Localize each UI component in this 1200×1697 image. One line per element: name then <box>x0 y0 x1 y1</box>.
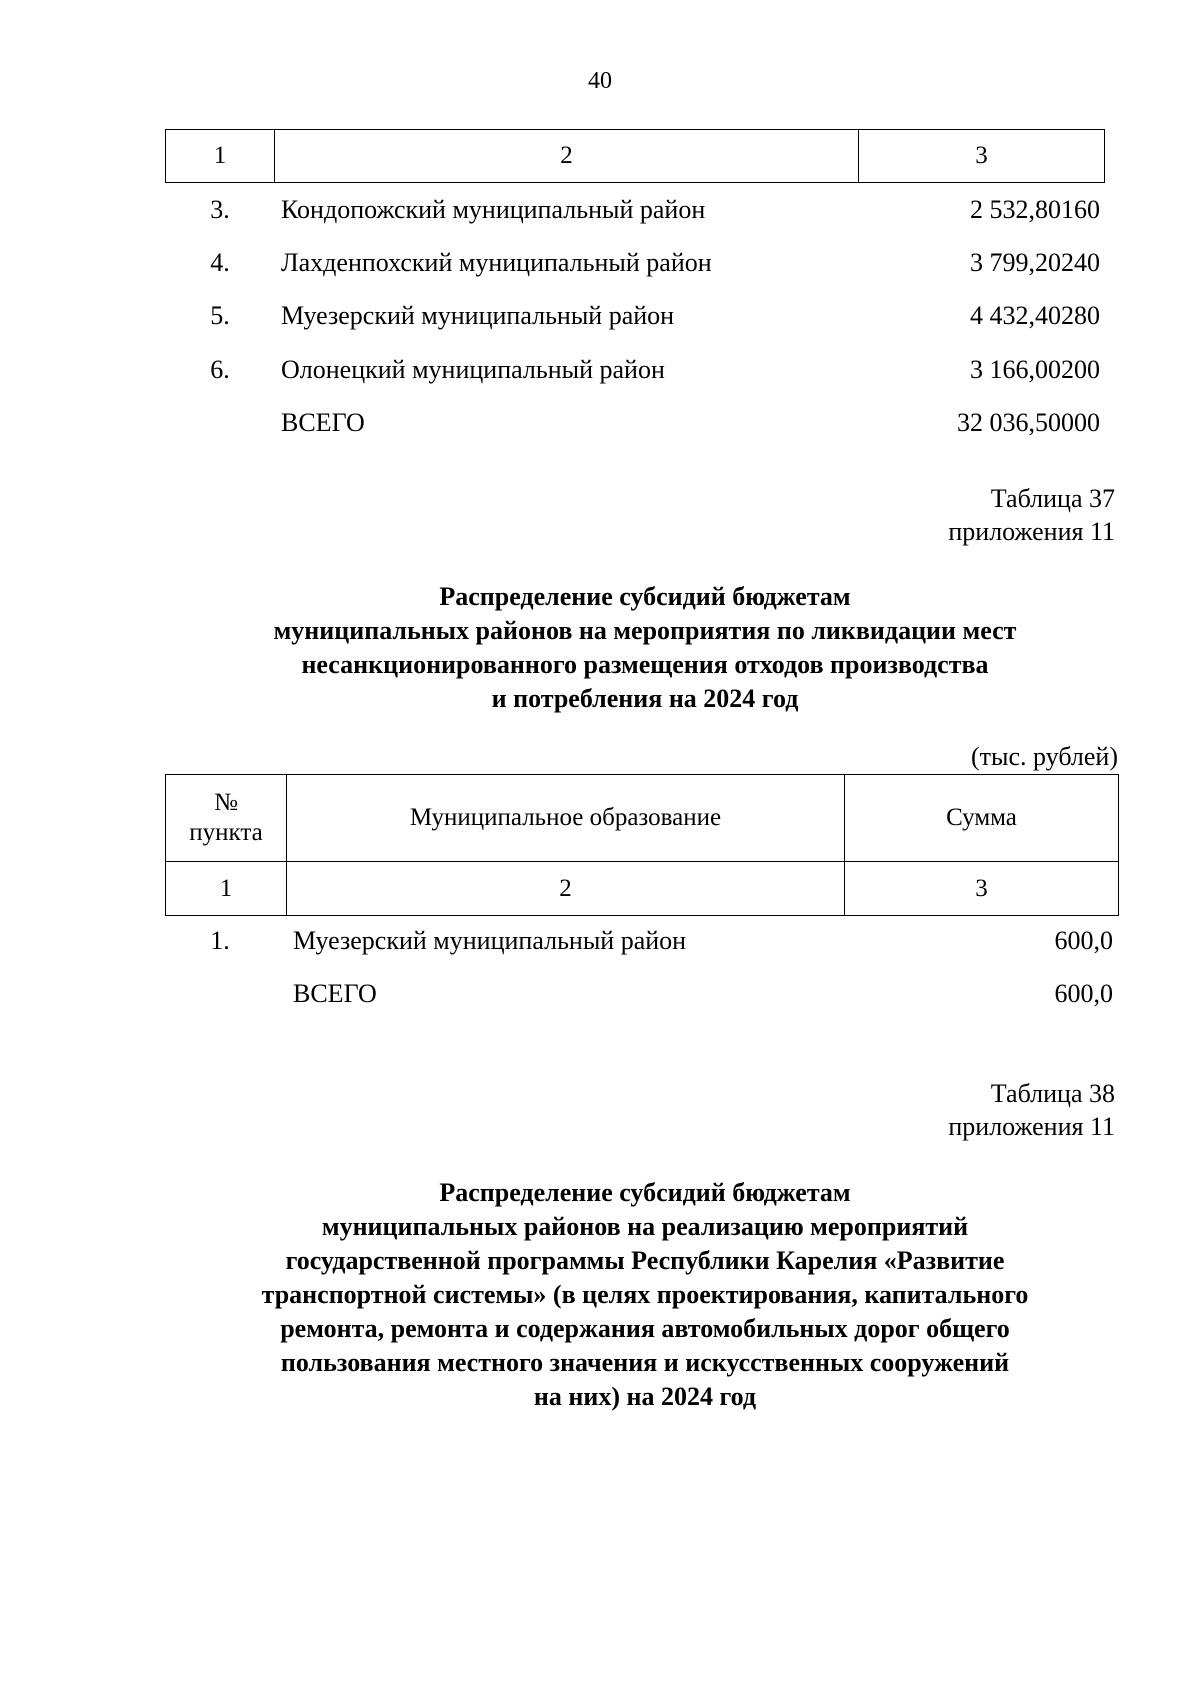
title-line: несанкционированного размещения отходов производства <box>301 650 989 679</box>
header-text: № <box>214 789 238 816</box>
title-line: на них) на 2024 год <box>533 1382 757 1411</box>
column-number-cell: 1 <box>166 130 275 183</box>
row-name: ВСЕГО <box>281 408 365 437</box>
column-header-sum: Сумма <box>845 775 1119 862</box>
table-label-line: Таблица 37 <box>990 484 1115 513</box>
row-value: 3 799,20240 <box>970 248 1100 277</box>
title-line: государственной программы Республики Карелия «Развитие <box>285 1246 1005 1275</box>
table-row <box>185 925 1113 957</box>
title-line: пользования местного значения и искусственных сооружений <box>280 1348 1010 1377</box>
table-row <box>185 300 1100 332</box>
row-name: Кондопожский муниципальный район <box>281 195 706 224</box>
header-text: пункта <box>189 819 263 846</box>
table-total-row <box>185 978 1113 1010</box>
column-header-name: Муниципальное образование <box>287 775 845 862</box>
row-value: 600,0 <box>1054 926 1113 955</box>
title-line: муниципальных районов на мероприятия по ликвидации мест <box>273 616 1017 645</box>
column-number-cell: 3 <box>859 130 1105 183</box>
table38-label <box>948 1077 1115 1143</box>
column-number-cell: 3 <box>845 862 1119 916</box>
table-row <box>185 247 1100 279</box>
row-value: 3 166,00200 <box>970 355 1100 384</box>
table37-title <box>0 580 1200 716</box>
table36-header <box>165 129 1105 183</box>
title-line: транспортной системы» (в целях проектирования, капитального <box>261 1280 1029 1309</box>
table38-title <box>0 1176 1200 1414</box>
table-row <box>185 354 1100 386</box>
table-label-line: приложения 11 <box>948 517 1115 546</box>
row-number: 4. <box>210 248 230 277</box>
table-label-line: Таблица 38 <box>990 1079 1115 1108</box>
units-label: (тыс. рублей) <box>970 742 1118 771</box>
title-line: муниципальных районов на реализацию мероприятий <box>321 1212 969 1241</box>
column-number-cell: 1 <box>166 862 287 916</box>
page-number: 40 <box>588 68 612 94</box>
title-line: и потребления на 2024 год <box>491 684 799 713</box>
row-number: 3. <box>210 195 230 224</box>
column-number-cell: 2 <box>275 130 859 183</box>
title-line: Распределение субсидий бюджетам <box>439 582 851 611</box>
row-value: 600,0 <box>1054 979 1113 1008</box>
row-name: ВСЕГО <box>293 979 377 1008</box>
table37-label <box>948 482 1115 548</box>
row-name: Лахденпохский муниципальный район <box>281 248 712 277</box>
title-line: Распределение субсидий бюджетам <box>439 1178 851 1207</box>
row-number: 5. <box>210 301 230 330</box>
row-value: 4 432,40280 <box>970 301 1100 330</box>
row-name: Муезерский муниципальный район <box>281 301 675 330</box>
row-value: 2 532,80160 <box>970 195 1100 224</box>
column-header-number <box>166 775 287 862</box>
table37-header <box>165 774 1119 916</box>
table-row <box>185 194 1100 226</box>
table-total-row <box>185 407 1100 439</box>
row-name: Олонецкий муниципальный район <box>281 355 665 384</box>
title-line: ремонта, ремонта и содержания автомобильных дорог общего <box>280 1314 1010 1343</box>
row-number: 6. <box>210 355 230 384</box>
row-name: Муезерский муниципальный район <box>293 926 687 955</box>
row-value: 32 036,50000 <box>957 408 1100 437</box>
row-number: 1. <box>210 926 230 955</box>
column-number-cell: 2 <box>287 862 845 916</box>
table-label-line: приложения 11 <box>948 1112 1115 1141</box>
